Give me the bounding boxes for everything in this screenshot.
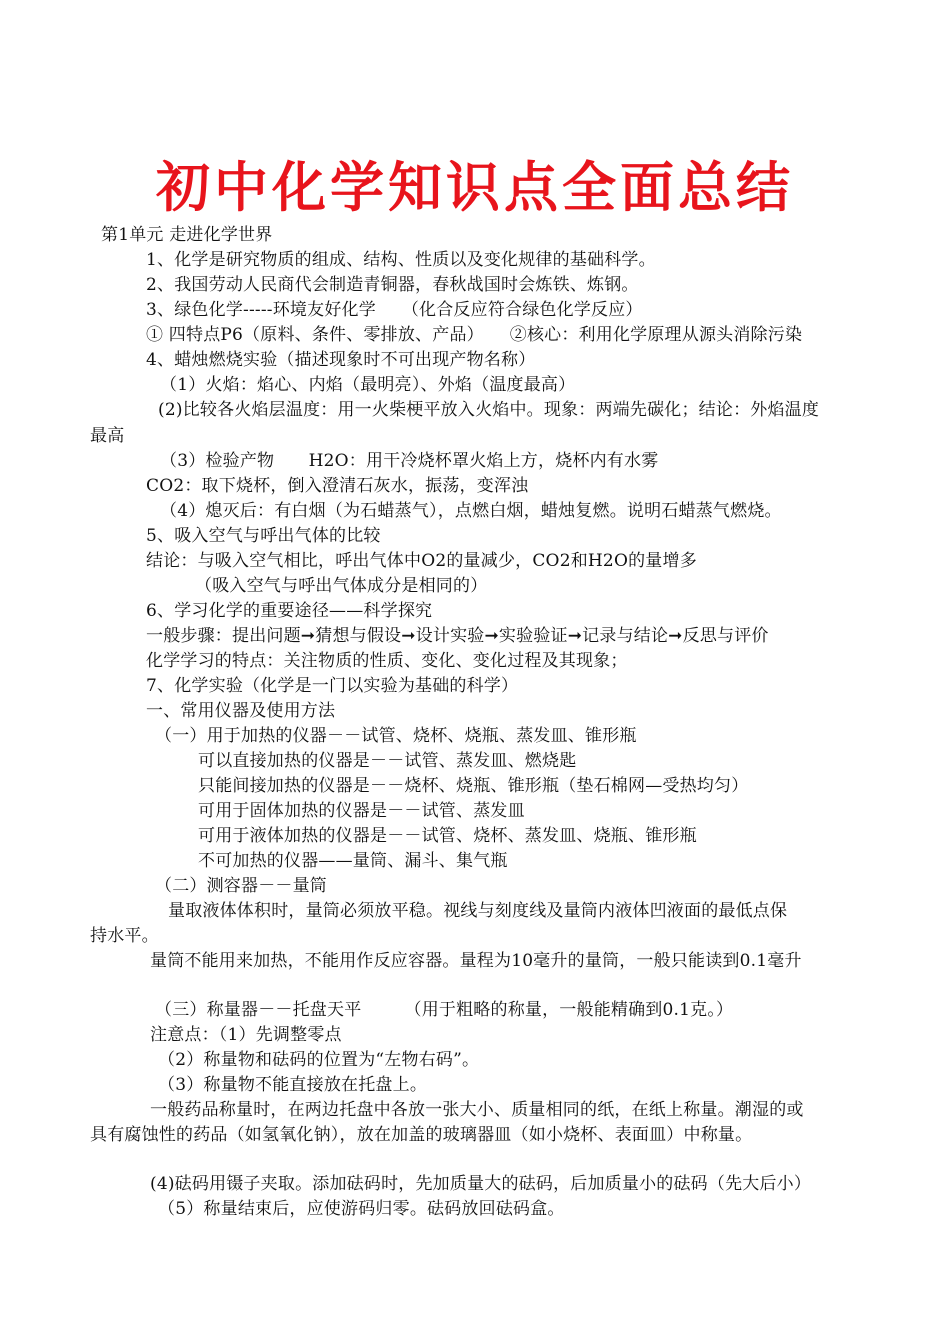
text-line: 一、常用仪器及使用方法 <box>146 701 336 721</box>
text-line: （2）称量物和砝码的位置为“左物右码”。 <box>158 1050 480 1070</box>
text-line: 可用于液体加热的仪器是－－试管、烧杯、蒸发皿、烧瓶、锥形瓶 <box>198 826 697 846</box>
text-line: （4）熄灭后：有白烟（为石蜡蒸气），点燃白烟，蜡烛复燃。说明石蜡蒸气燃烧。 <box>160 501 782 521</box>
text-line: 可以直接加热的仪器是－－试管、蒸发皿、燃烧匙 <box>198 751 577 771</box>
text-line: 结论：与吸入空气相比，呼出气体中O2的量减少，CO2和H2O的量增多 <box>146 551 697 571</box>
text-line: 5、吸入空气与呼出气体的比较 <box>146 526 381 546</box>
text-line: ① 四特点P6（原料、条件、零排放、产品） ②核心：利用化学原理从源头消除污染 <box>146 325 803 345</box>
text-line: 4、蜡烛燃烧实验（描述现象时不可出现产物名称） <box>146 350 536 370</box>
text-line: 具有腐蚀性的药品（如氢氧化钠），放在加盖的玻璃器皿（如小烧杯、表面皿）中称量。 <box>90 1125 753 1145</box>
text-line: 6、学习化学的重要途径——科学探究 <box>146 601 433 621</box>
text-line: 量筒不能用来加热，不能用作反应容器。量程为10毫升的量筒，一般只能读到0.1毫升 <box>150 951 802 971</box>
text-line: 7、化学实验（化学是一门以实验为基础的科学） <box>146 676 519 696</box>
text-line: 3、绿色化学-----环境友好化学 （化合反应符合绿色化学反应） <box>146 300 643 320</box>
text-line: 化学学习的特点：关注物质的性质、变化、变化过程及其现象； <box>146 651 628 671</box>
unit-heading: 第1单元 走进化学世界 <box>101 225 273 245</box>
text-line: 2、我国劳动人民商代会制造青铜器，春秋战国时会炼铁、炼钢。 <box>146 275 639 295</box>
text-line: （3）检验产物 H2O：用干冷烧杯罩火焰上方，烧杯内有水雾 <box>160 451 659 471</box>
text-line: 只能间接加热的仪器是－－烧杯、烧瓶、锥形瓶（垫石棉网—受热均匀） <box>198 776 749 796</box>
text-line: 1、化学是研究物质的组成、结构、性质以及变化规律的基础科学。 <box>146 250 656 270</box>
text-line: （5）称量结束后，应使游码归零。砝码放回砝码盒。 <box>158 1199 565 1219</box>
text-line: 量取液体体积时，量筒必须放平稳。视线与刻度线及量筒内液体凹液面的最低点保 <box>168 901 788 921</box>
text-line: 注意点：（1）先调整零点 <box>150 1025 342 1045</box>
text-line: 一般药品称量时，在两边托盘中各放一张大小、质量相同的纸，在纸上称量。潮湿的或 <box>150 1100 804 1120</box>
text-line: （二）测容器－－量筒 <box>155 876 327 896</box>
text-line: 一般步骤：提出问题➞猜想与假设➞设计实验➞实验验证➞记录与结论➞反思与评价 <box>146 626 769 646</box>
text-line: 可用于固体加热的仪器是－－试管、蒸发皿 <box>198 801 525 821</box>
text-line: （一）用于加热的仪器－－试管、烧杯、烧瓶、蒸发皿、锥形瓶 <box>155 726 637 746</box>
text-line: 持水平。 <box>90 926 159 946</box>
text-line: (2)比较各火焰层温度：用一火柴梗平放入火焰中。现象：两端先碳化；结论：外焰温度 <box>158 400 820 420</box>
text-line: （3）称量物不能直接放在托盘上。 <box>158 1075 428 1095</box>
text-line: (4)砝码用镊子夹取。添加砝码时，先加质量大的砝码，后加质量小的砝码（先大后小） <box>150 1174 812 1194</box>
document-title: 初中化学知识点全面总结 <box>156 156 794 219</box>
text-line: 最高 <box>90 426 125 446</box>
text-line: （1）火焰：焰心、内焰（最明亮）、外焰（温度最高） <box>160 375 576 395</box>
text-line: 不可加热的仪器——量筒、漏斗、集气瓶 <box>198 851 508 871</box>
text-line: （吸入空气与呼出气体成分是相同的） <box>195 576 488 596</box>
text-line: （三）称量器－－托盘天平 （用于粗略的称量，一般能精确到0.1克。） <box>155 1000 734 1020</box>
text-line: CO2：取下烧杯，倒入澄清石灰水，振荡，变浑浊 <box>146 476 529 496</box>
